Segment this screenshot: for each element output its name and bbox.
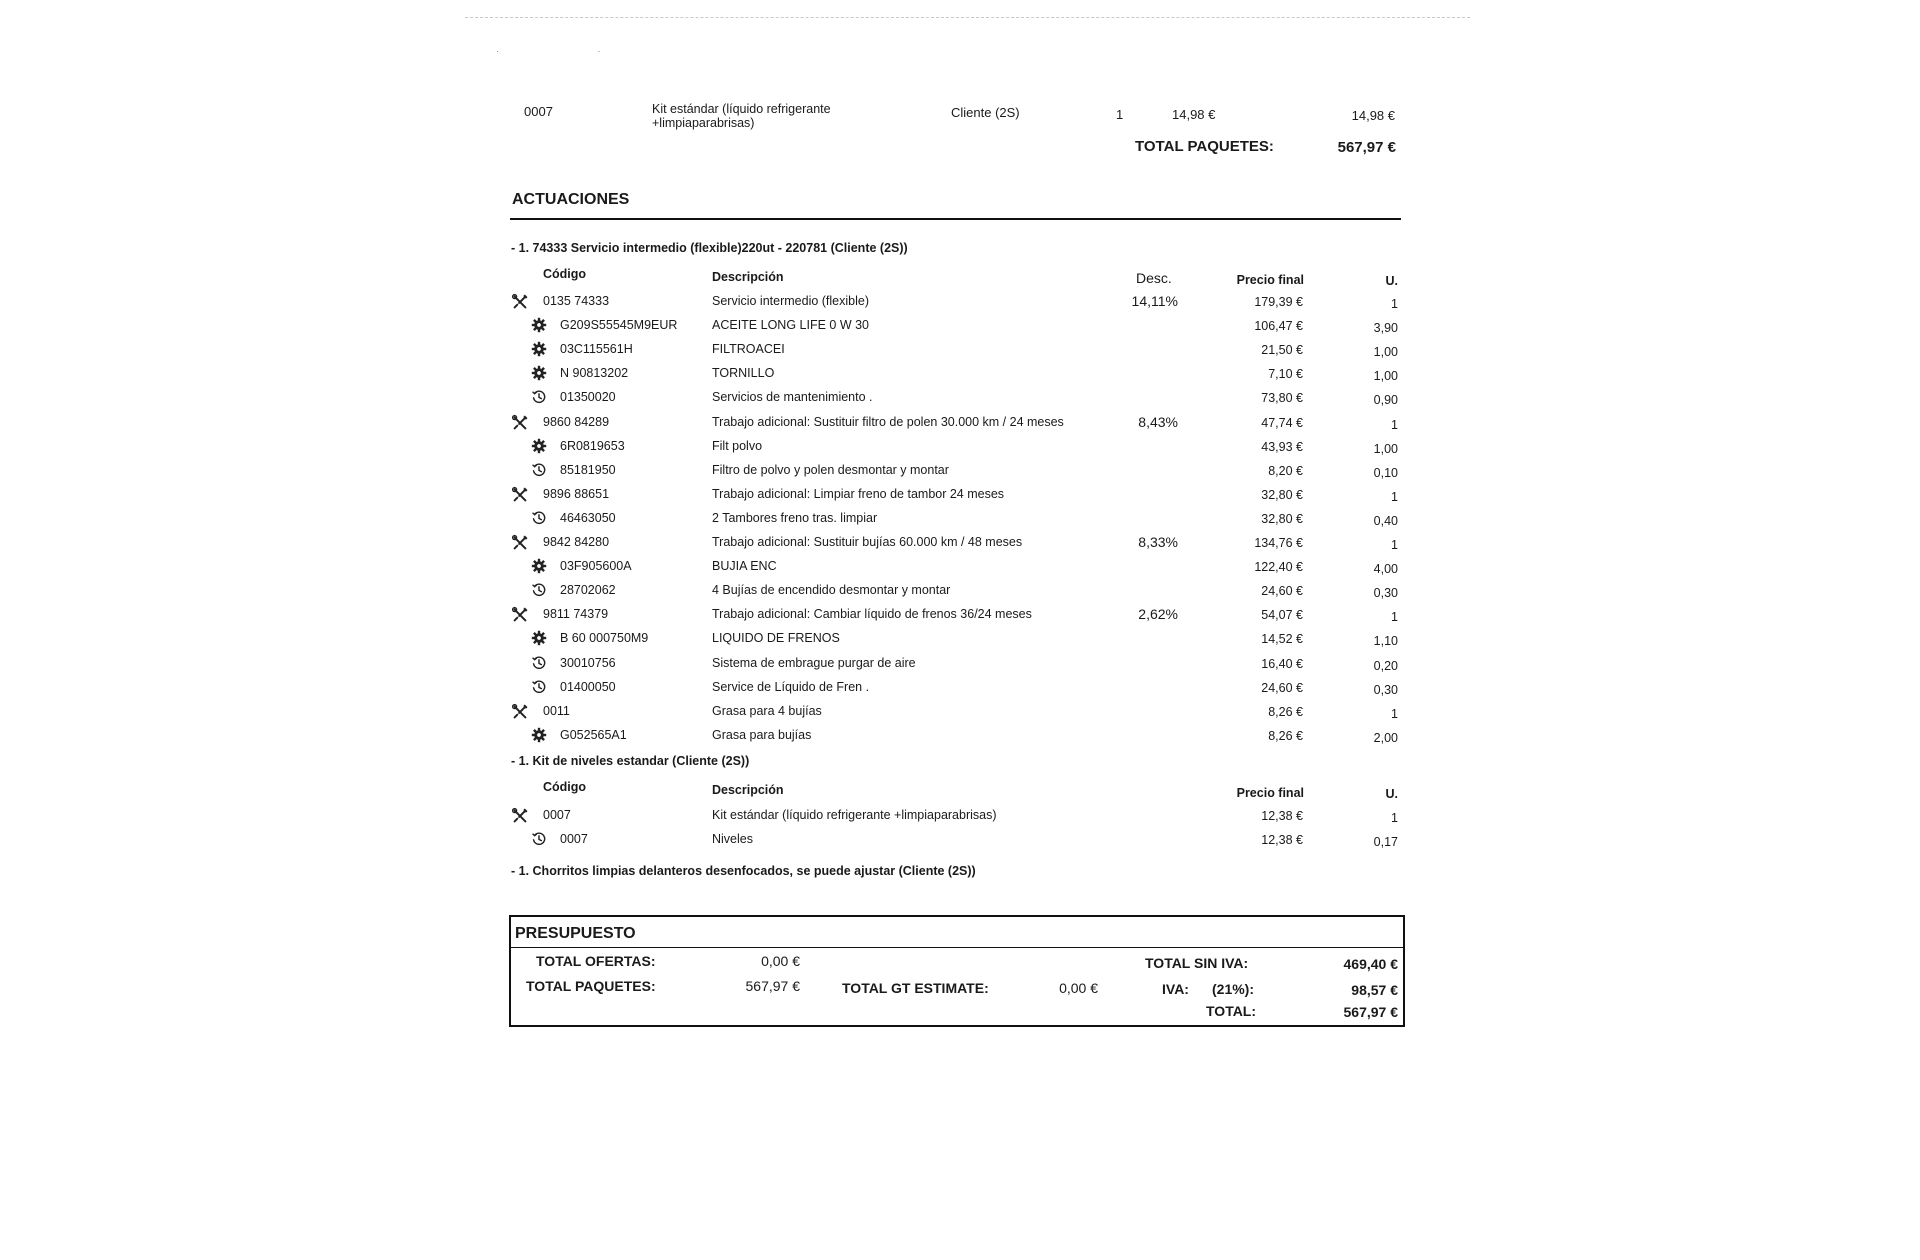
- row-price: 16,40 €: [1261, 656, 1303, 671]
- row-discount: 8,33%: [1138, 534, 1178, 550]
- iva-rate: (21%):: [1212, 981, 1255, 997]
- row-price: 12,38 €: [1261, 809, 1303, 823]
- iva-label: IVA:: [1162, 981, 1189, 997]
- row-units: 1,00: [1373, 345, 1398, 360]
- row-price: 122,40 €: [1254, 560, 1303, 575]
- row-discount: 14,11%: [1131, 293, 1178, 309]
- row-code: 0011: [543, 703, 570, 718]
- row-description: 4 Bujías de encendido desmontar y montar: [712, 583, 951, 598]
- row-description: TORNILLO: [712, 366, 775, 381]
- gear-icon: [531, 438, 549, 456]
- row-price: 32,80 €: [1261, 511, 1303, 526]
- presupuesto-total-paquetes-value: 567,97 €: [745, 978, 800, 994]
- row-code: 03C115561H: [560, 342, 633, 357]
- row-units: 3,90: [1373, 321, 1398, 336]
- presupuesto-box: [509, 915, 1405, 1027]
- row-price: 179,39 €: [1254, 295, 1303, 309]
- row-code: 03F905600A: [560, 559, 632, 574]
- column-header-code: Código: [543, 780, 587, 794]
- column-header-units: U.: [1385, 787, 1398, 801]
- row-code: 0135 74333: [543, 294, 610, 308]
- row-description: Servicio intermedio (flexible): [712, 294, 870, 308]
- iva-value: 98,57 €: [1351, 982, 1398, 998]
- column-header-price: Precio final: [1236, 273, 1304, 287]
- scan-edge-line: [465, 17, 1470, 18]
- row-discount: 2,62%: [1138, 606, 1178, 623]
- row-code: 46463050: [560, 510, 616, 525]
- row-price: 14,52 €: [1261, 632, 1303, 647]
- group-title-chorritos: - 1. Chorritos limpias delanteros desenfocados, se puede ajustar (Cliente (2S)): [511, 864, 976, 878]
- row-code: 0007: [560, 832, 588, 846]
- row-description: Service de Líquido de Fren .: [712, 679, 870, 694]
- column-header-description: Descripción: [712, 783, 784, 797]
- presupuesto-divider: [511, 947, 1403, 948]
- column-header-units: U.: [1385, 274, 1398, 288]
- total-ofertas-value: 0,00 €: [761, 953, 800, 969]
- row-price: 47,74 €: [1261, 415, 1303, 430]
- total-paquetes-value: 567,97 €: [1337, 139, 1396, 156]
- wrench-screwdriver-icon: [511, 414, 529, 432]
- row-description: BUJIA ENC: [712, 559, 777, 574]
- gear-icon: [531, 365, 549, 383]
- row-price: 43,93 €: [1261, 439, 1303, 454]
- operation-subrow: [0, 726, 1920, 746]
- clock-icon: [531, 510, 549, 528]
- row-description: Filt polvo: [712, 438, 763, 453]
- operation-subrow: [0, 557, 1920, 577]
- row-price: 24,60 €: [1261, 680, 1303, 695]
- row-units: 0,17: [1373, 835, 1398, 849]
- operation-subrow: [0, 654, 1920, 674]
- row-price: 24,60 €: [1261, 584, 1303, 599]
- total-paquetes-label: TOTAL PAQUETES:: [1135, 138, 1274, 155]
- row-price: 8,20 €: [1268, 463, 1303, 478]
- row-code: 01350020: [560, 390, 616, 405]
- row-price: 134,76 €: [1254, 536, 1303, 550]
- clock-icon: [531, 831, 549, 849]
- row-units: 1: [1391, 811, 1398, 825]
- row-price: 12,38 €: [1261, 833, 1303, 847]
- row-code: 85181950: [560, 462, 616, 477]
- row-units: 1: [1391, 610, 1398, 625]
- operation-subrow: [0, 364, 1920, 384]
- operation-subrow: [0, 388, 1920, 408]
- row-description: Trabajo adicional: Limpiar freno de tambor 24 meses: [712, 486, 1005, 501]
- row-code: 30010756: [560, 655, 616, 670]
- operation-row: [0, 533, 1920, 553]
- row-description: ACEITE LONG LIFE 0 W 30: [712, 318, 869, 333]
- row-units: 1: [1391, 538, 1398, 552]
- total-sin-iva-label: TOTAL SIN IVA:: [1145, 955, 1249, 971]
- wrench-screwdriver-icon: [511, 534, 529, 552]
- row-description: Filtro de polvo y polen desmontar y montar: [712, 462, 949, 477]
- row-description: 2 Tambores freno tras. limpiar: [712, 510, 878, 525]
- gear-icon: [531, 630, 549, 648]
- row-discount: 8,43%: [1138, 413, 1178, 430]
- row-price: 73,80 €: [1261, 391, 1303, 406]
- row-description: Trabajo adicional: Sustituir filtro de polen 30.000 km / 24 meses: [712, 414, 1064, 429]
- row-price: 32,80 €: [1261, 487, 1303, 502]
- row-units: 1: [1391, 706, 1398, 721]
- grand-total-value: 567,97 €: [1343, 1004, 1398, 1020]
- package-client: Cliente (2S): [951, 105, 1020, 120]
- row-code: N 90813202: [560, 366, 629, 381]
- column-header-price: Precio final: [1236, 786, 1304, 800]
- row-units: 1,10: [1373, 634, 1398, 649]
- row-units: 2,00: [1373, 730, 1398, 745]
- presupuesto-total-paquetes-label: TOTAL PAQUETES:: [526, 978, 656, 994]
- row-price: 8,26 €: [1268, 704, 1303, 719]
- row-description: LIQUIDO DE FRENOS: [712, 631, 840, 646]
- clock-icon: [531, 462, 549, 480]
- operation-row: [0, 806, 1920, 826]
- clock-icon: [531, 582, 549, 600]
- row-units: 0,30: [1373, 586, 1398, 601]
- row-description: Grasa para bujías: [712, 727, 812, 742]
- row-code: 6R0819653: [560, 438, 625, 453]
- package-unit-price: 14,98 €: [1172, 107, 1216, 122]
- package-total: 14,98 €: [1351, 108, 1395, 123]
- total-sin-iva-value: 469,40 €: [1343, 956, 1398, 972]
- row-description: Trabajo adicional: Cambiar líquido de frenos 36/24 meses: [712, 607, 1032, 622]
- row-description: Grasa para 4 bujías: [712, 703, 822, 718]
- clock-icon: [531, 679, 549, 697]
- row-description: Niveles: [712, 832, 753, 846]
- wrench-screwdriver-icon: [511, 486, 529, 504]
- row-code: 0007: [543, 808, 571, 822]
- column-header-discount: Desc.: [1136, 270, 1172, 286]
- row-units: 0,40: [1373, 513, 1398, 528]
- row-description: Sistema de embrague purgar de aire: [712, 655, 916, 670]
- row-code: 01400050: [560, 679, 616, 694]
- row-units: 0,90: [1373, 393, 1398, 408]
- column-header-description: Descripción: [712, 270, 784, 284]
- operation-subrow: [0, 509, 1920, 529]
- actuaciones-title: ACTUACIONES: [512, 191, 630, 208]
- row-units: 0,10: [1373, 465, 1398, 480]
- scan-specks: · ·: [496, 46, 649, 56]
- total-gt-estimate-label: TOTAL GT ESTIMATE:: [842, 980, 989, 996]
- operation-subrow: [0, 437, 1920, 457]
- clock-icon: [531, 389, 549, 407]
- presupuesto-title: PRESUPUESTO: [515, 925, 636, 942]
- row-description: FILTROACEI: [712, 342, 785, 357]
- operation-row: [0, 605, 1920, 625]
- package-quantity: 1: [1116, 107, 1124, 122]
- column-header-code: Código: [543, 267, 587, 281]
- wrench-screwdriver-icon: [511, 807, 529, 825]
- row-units: 1,00: [1373, 441, 1398, 456]
- operation-row: [0, 485, 1920, 505]
- operation-row: [0, 292, 1920, 312]
- grand-total-label: TOTAL:: [1206, 1003, 1257, 1019]
- wrench-screwdriver-icon: [511, 703, 529, 721]
- operation-subrow: [0, 678, 1920, 698]
- package-code: 0007: [524, 104, 553, 119]
- operation-subrow: [0, 340, 1920, 360]
- row-price: 54,07 €: [1261, 608, 1303, 623]
- gear-icon: [531, 727, 549, 745]
- row-code: G209S55545M9EUR: [560, 318, 678, 333]
- operation-subrow: [0, 316, 1920, 336]
- operation-subrow: [0, 629, 1920, 649]
- row-units: 1: [1391, 417, 1398, 432]
- operation-subrow: [0, 830, 1920, 850]
- row-units: 1,00: [1373, 369, 1398, 384]
- row-price: 106,47 €: [1254, 319, 1303, 334]
- gear-icon: [531, 558, 549, 576]
- row-code: 9860 84289: [543, 414, 610, 429]
- row-code: G052565A1: [560, 727, 627, 742]
- row-price: 7,10 €: [1268, 367, 1303, 382]
- group-title-service: - 1. 74333 Servicio intermedio (flexible)220ut - 220781 (Cliente (2S)): [511, 241, 908, 255]
- row-units: 1: [1391, 297, 1398, 311]
- wrench-screwdriver-icon: [511, 606, 529, 624]
- row-units: 1: [1391, 489, 1398, 504]
- total-gt-estimate-value: 0,00 €: [1059, 980, 1098, 996]
- wrench-screwdriver-icon: [511, 293, 529, 311]
- package-description: Kit estándar (líquido refrigerante +limpiaparabrisas): [652, 102, 831, 130]
- row-code: 28702062: [560, 583, 616, 598]
- actuaciones-divider: [510, 218, 1401, 220]
- gear-icon: [531, 317, 549, 335]
- row-price: 8,26 €: [1268, 728, 1303, 743]
- operation-row: [0, 413, 1920, 433]
- row-description: Trabajo adicional: Sustituir bujías 60.000 km / 48 meses: [712, 535, 1023, 549]
- operation-subrow: [0, 581, 1920, 601]
- row-code: 9896 88651: [543, 486, 610, 501]
- operation-subrow: [0, 461, 1920, 481]
- row-code: 9842 84280: [543, 535, 610, 549]
- total-ofertas-label: TOTAL OFERTAS:: [536, 953, 656, 969]
- row-units: 4,00: [1373, 562, 1398, 577]
- group-title-kit-niveles: - 1. Kit de niveles estandar (Cliente (2S)): [511, 754, 750, 768]
- row-price: 21,50 €: [1261, 343, 1303, 358]
- row-description: Servicios de mantenimiento .: [712, 390, 873, 405]
- clock-icon: [531, 655, 549, 673]
- row-description: Kit estándar (líquido refrigerante +limpiaparabrisas): [712, 808, 997, 822]
- row-code: B 60 000750M9: [560, 631, 649, 646]
- row-units: 0,20: [1373, 658, 1398, 673]
- gear-icon: [531, 341, 549, 359]
- operation-row: [0, 702, 1920, 722]
- row-units: 0,30: [1373, 682, 1398, 697]
- row-code: 9811 74379: [543, 607, 609, 622]
